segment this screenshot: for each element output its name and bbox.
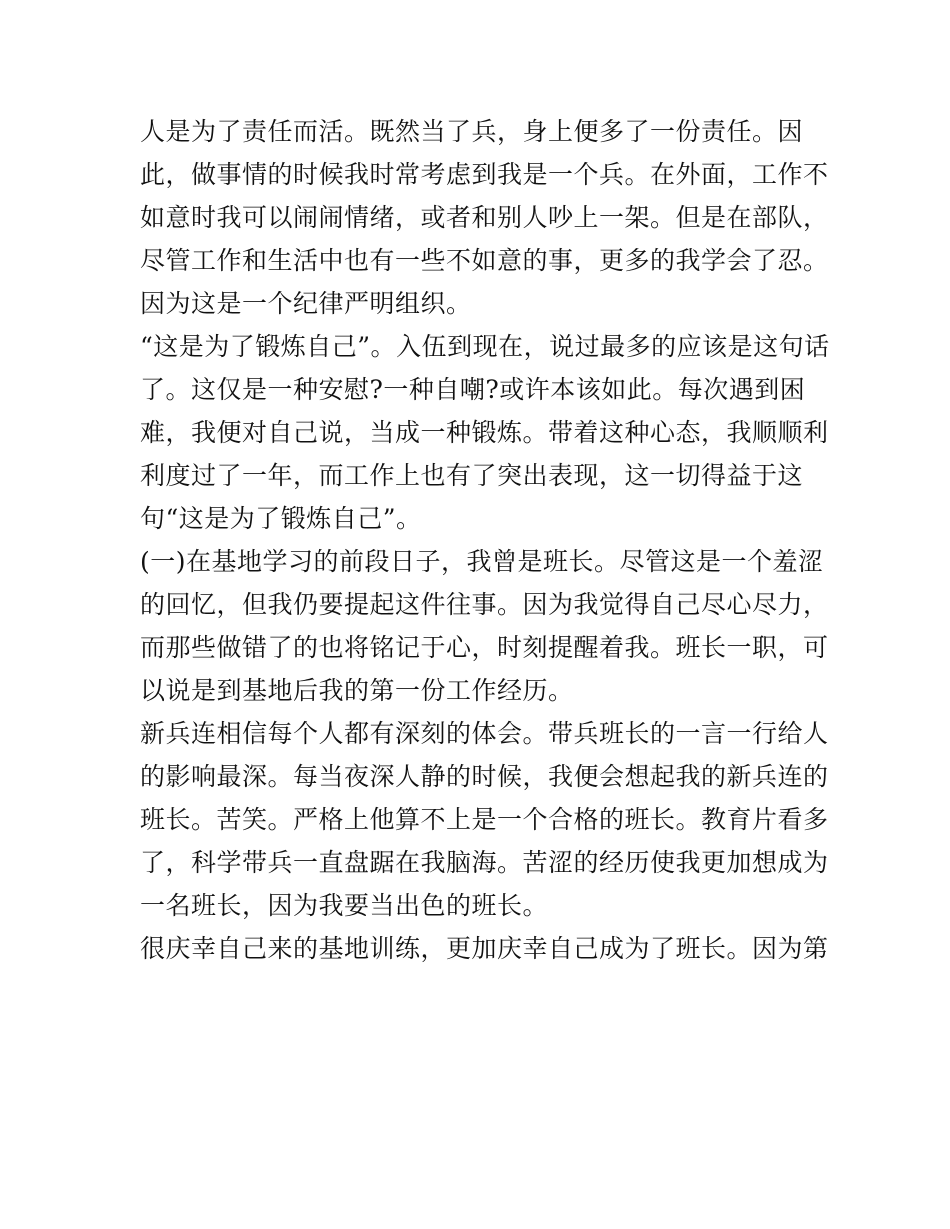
text-line: 了。这仅是一种安慰?一种自嘲?或许本该如此。每次遇到困 [140,375,806,404]
text-line: 因为这是一个纪律严明组织。 [140,289,472,318]
text-line: (一)在基地学习的前段日子，我曾是班长。尽管这是一个羞涩 [140,547,824,576]
text-line: 人是为了责任而活。既然当了兵，身上便多了一份责任。因 [140,117,804,146]
text-line: 的影响最深。每当夜深人静的时候，我便会想起我的新兵连的 [140,762,829,791]
text-line: 而那些做错了的也将铭记于心，时刻提醒着我。班长一职，可 [140,633,829,662]
text-line: “这是为了锻炼自己”。入伍到现在，说过最多的应该是这句话 [140,332,830,361]
text-line: 了，科学带兵一直盘踞在我脑海。苦涩的经历使我更加想成为 [140,848,829,877]
text-line: 如意时我可以闹闹情绪，或者和别人吵上一架。但是在部队， [140,203,829,232]
text-line: 一名班长，因为我要当出色的班长。 [140,891,549,920]
text-line: 尽管工作和生活中也有一些不如意的事，更多的我学会了忍。 [140,246,829,275]
text-line: 以说是到基地后我的第一份工作经历。 [140,676,574,705]
text-line: 句“这是为了锻炼自己”。 [140,504,422,533]
text-line: 难，我便对自己说，当成一种锻炼。带着这种心态，我顺顺利 [140,418,829,447]
text-line: 此，做事情的时候我时常考虑到我是一个兵。在外面，工作不 [140,160,829,189]
text-line: 的回忆，但我仍要提起这件往事。因为我觉得自己尽心尽力， [140,590,829,619]
document-body [140,110,830,970]
text-line: 利度过了一年，而工作上也有了突出表现，这一切得益于这 [140,461,804,490]
text-line: 班长。苦笑。严格上他算不上是一个合格的班长。教育片看多 [140,805,829,834]
text-line: 很庆幸自己来的基地训练，更加庆幸自己成为了班长。因为第 [140,934,829,963]
text-line: 新兵连相信每个人都有深刻的体会。带兵班长的一言一行给人 [140,719,829,748]
